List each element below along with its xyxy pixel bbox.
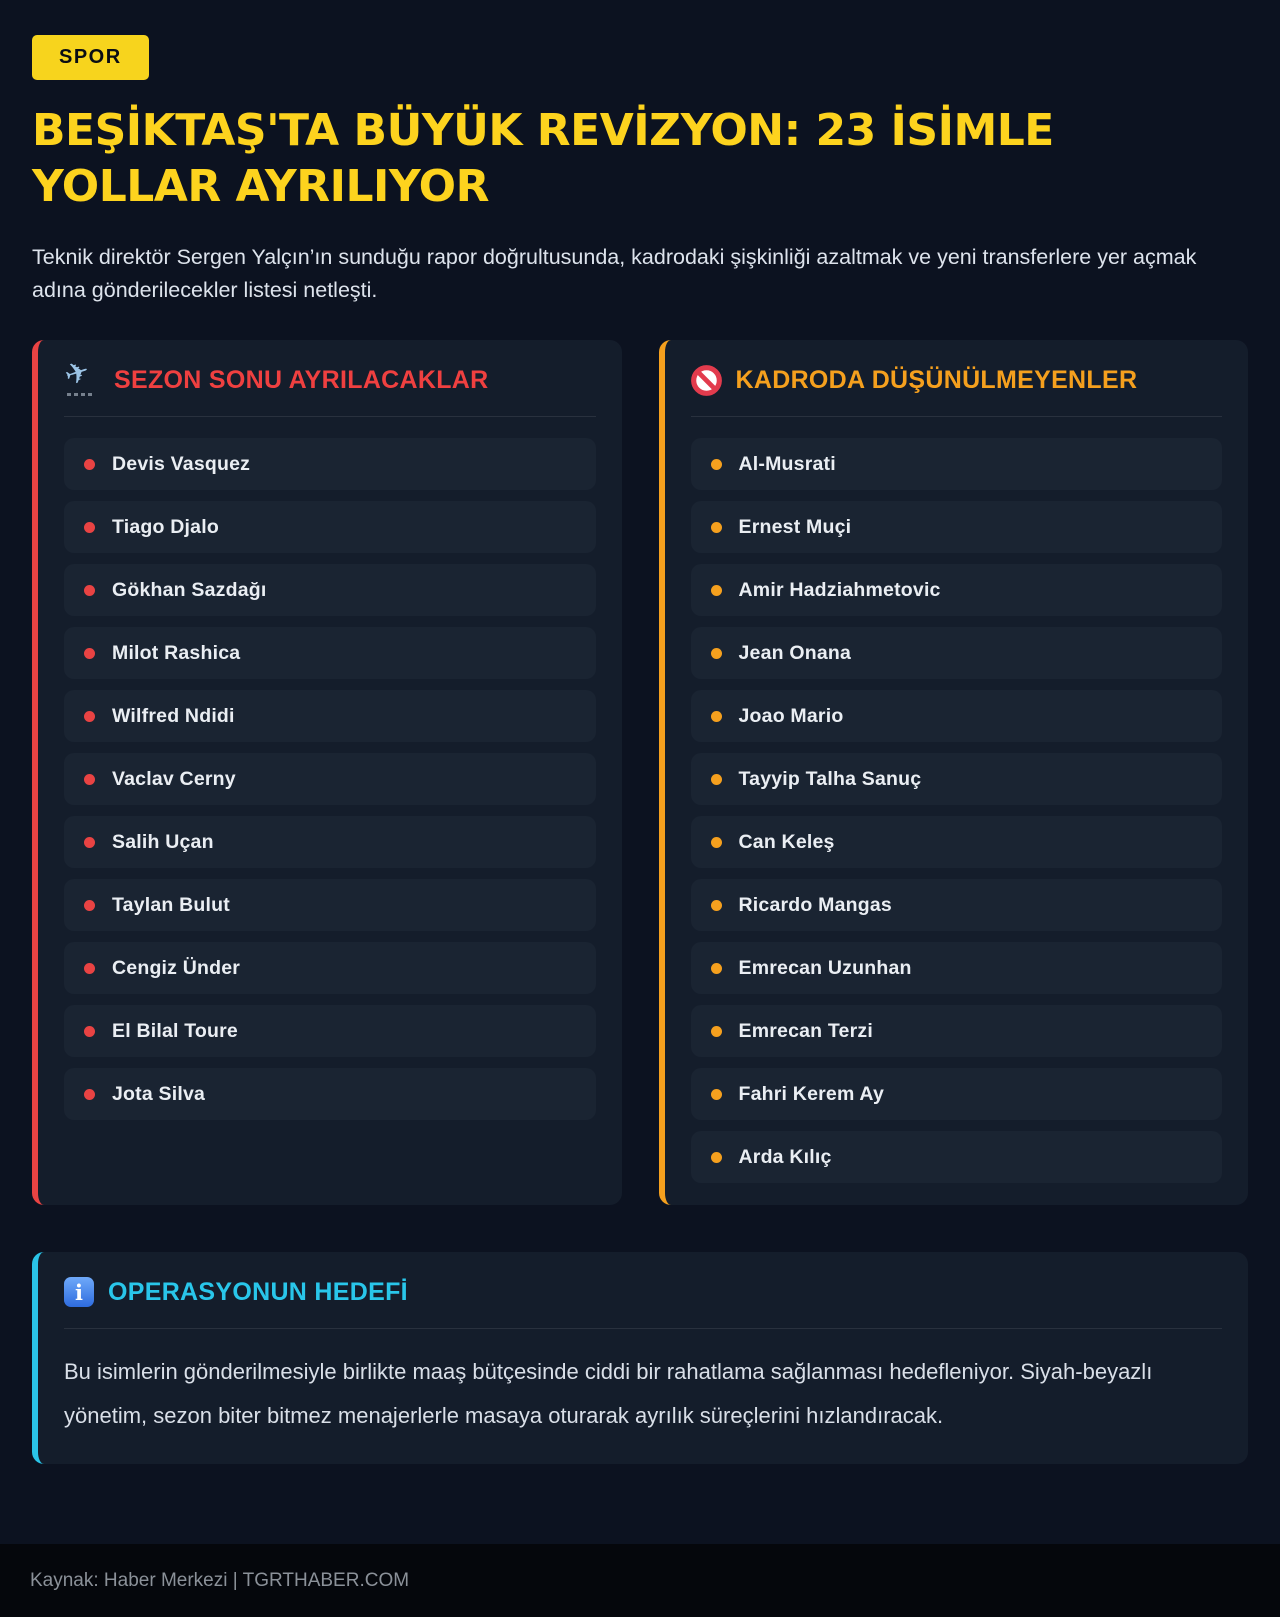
player-item [691, 753, 1223, 805]
bullet-dot-icon [84, 837, 95, 848]
divider [64, 416, 596, 417]
player-item [691, 1131, 1223, 1183]
bullet-dot-icon [84, 774, 95, 785]
info-card [32, 1252, 1248, 1464]
player-item [64, 879, 596, 931]
player-item [64, 753, 596, 805]
player-item [691, 627, 1223, 679]
player-name: Ernest Muçi [738, 515, 852, 538]
player-name: Can Keleş [738, 830, 835, 853]
info-card-text: Bu isimlerin gönderilmesiyle birlikte maaş bütçesinde ciddi bir rahatlama sağlanması hedefleniyor. Siyah-beyazlı yönetim, sezon biter bitmez menajerlerle masaya oturarak ayrılık süreçlerini hızlandıracak. [64, 1359, 1153, 1429]
player-item [691, 1068, 1223, 1120]
bullet-dot-icon [711, 522, 722, 533]
bullet-dot-icon [711, 837, 722, 848]
player-item [691, 942, 1223, 994]
player-name: Taylan Bulut [112, 893, 230, 916]
card-title: SEZON SONU AYRILACAKLAR [114, 365, 489, 394]
player-name: Al-Musrati [738, 452, 836, 475]
bullet-dot-icon [711, 774, 722, 785]
bullet-dot-icon [84, 648, 95, 659]
player-name: Cengiz Ünder [112, 956, 241, 979]
card-header [60, 353, 596, 398]
bullet-dot-icon [84, 585, 95, 596]
bullet-dot-icon [711, 1026, 722, 1037]
player-item [64, 1005, 596, 1057]
player-name: El Bilal Toure [112, 1019, 238, 1042]
player-item [64, 942, 596, 994]
bullet-dot-icon [711, 1089, 722, 1100]
card-header [691, 362, 1223, 398]
card-header [64, 1274, 1222, 1310]
bullet-dot-icon [711, 963, 722, 974]
bullet-dot-icon [711, 585, 722, 596]
player-item [691, 816, 1223, 868]
bullet-dot-icon [84, 459, 95, 470]
page-title: BEŞİKTAŞ'TA BÜYÜK REVİZYON: 23 İSİMLE YOLLAR AYRILIYOR [32, 105, 1054, 213]
airplane-departure-icon: ✈ [64, 362, 100, 398]
source-text: Kaynak: Haber Merkezi | TGRTHABER.COM [30, 1569, 410, 1591]
card-season-end-departures [32, 340, 622, 1205]
bullet-dot-icon [711, 900, 722, 911]
player-lists-section [32, 340, 1248, 1205]
player-name: Salih Uçan [112, 830, 214, 853]
bullet-dot-icon [84, 900, 95, 911]
player-name: Amir Hadziahmetovic [738, 578, 941, 601]
bullet-dot-icon [711, 711, 722, 722]
player-item [64, 1068, 596, 1120]
divider [691, 416, 1223, 417]
player-list [691, 438, 1223, 1183]
player-name: Jota Silva [112, 1082, 206, 1105]
player-name: Devis Vasquez [112, 452, 251, 475]
player-name: Emrecan Uzunhan [738, 956, 912, 979]
bullet-dot-icon [84, 522, 95, 533]
divider [64, 1328, 1222, 1329]
info-card-title: OPERASYONUN HEDEFİ [108, 1277, 408, 1306]
information-icon: i [64, 1277, 94, 1307]
card-not-in-squad-plans [659, 340, 1249, 1205]
card-title: KADRODA DÜŞÜNÜLMEYENLER [735, 365, 1138, 394]
player-name: Tiago Djalo [112, 515, 219, 538]
player-name: Arda Kılıç [738, 1145, 832, 1168]
player-item [64, 627, 596, 679]
player-name: Ricardo Mangas [738, 893, 892, 916]
player-item [64, 816, 596, 868]
player-item [691, 879, 1223, 931]
player-item [691, 1005, 1223, 1057]
player-item [64, 564, 596, 616]
player-item [64, 690, 596, 742]
player-item [691, 564, 1223, 616]
source-footer [0, 1544, 1280, 1617]
player-item [691, 690, 1223, 742]
bullet-dot-icon [84, 963, 95, 974]
bullet-dot-icon [711, 648, 722, 659]
player-name: Joao Mario [738, 704, 844, 727]
player-name: Emrecan Terzi [738, 1019, 873, 1042]
player-item [64, 438, 596, 490]
player-name: Vaclav Cerny [112, 767, 236, 790]
player-name: Tayyip Talha Sanuç [738, 767, 922, 790]
bullet-dot-icon [711, 459, 722, 470]
bullet-dot-icon [84, 1089, 95, 1100]
intro-text: Teknik direktör Sergen Yalçın’ın sunduğu rapor doğrultusunda, kadrodaki şişkinliği azaltmak ve yeni transferlere yer açmak adına gönderilecekler listesi netleşti. [32, 244, 1197, 302]
player-item [691, 438, 1223, 490]
bullet-dot-icon [84, 711, 95, 722]
player-list [64, 438, 596, 1120]
bullet-dot-icon [711, 1152, 722, 1163]
category-badge: SPOR [32, 35, 149, 80]
player-name: Wilfred Ndidi [112, 704, 235, 727]
player-name: Milot Rashica [112, 641, 241, 664]
player-item [691, 501, 1223, 553]
player-name: Jean Onana [738, 641, 852, 664]
bullet-dot-icon [84, 1026, 95, 1037]
prohibited-icon [691, 365, 722, 396]
player-item [64, 501, 596, 553]
player-name: Fahri Kerem Ay [738, 1082, 884, 1105]
player-name: Gökhan Sazdağı [112, 578, 267, 601]
